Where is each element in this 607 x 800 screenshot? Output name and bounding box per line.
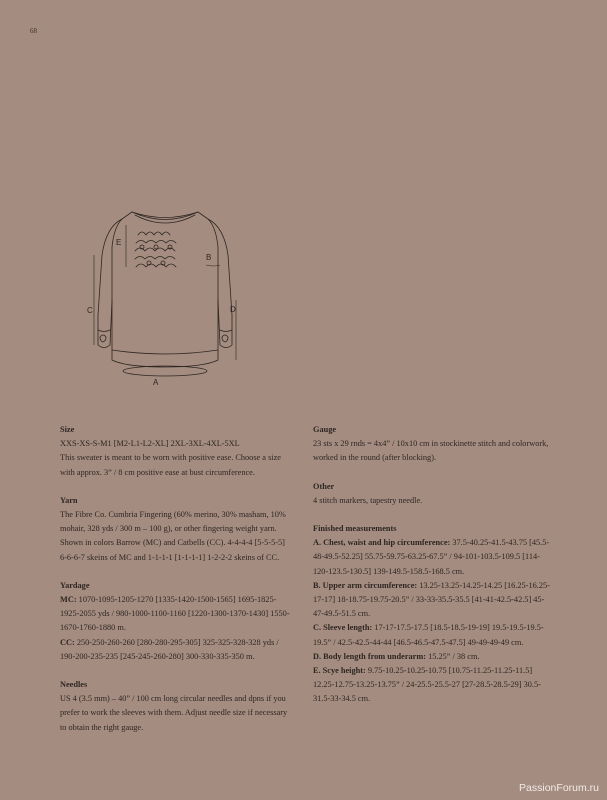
page-number: 68 xyxy=(30,27,37,35)
size-ease: This sweater is meant to be worn with positive ease. Choose a size with approx. 3” / 8 cm positive ease at bust circumference. xyxy=(60,453,281,477)
finished-heading: Finished measurements xyxy=(313,524,397,534)
sweater-outline-icon xyxy=(80,205,250,390)
gauge-section xyxy=(313,423,551,466)
yardage-cc-label: CC: xyxy=(60,637,75,647)
size-section xyxy=(60,423,292,480)
measurement-d xyxy=(313,650,551,664)
finished-measurements-section xyxy=(313,522,551,707)
yardage-cc xyxy=(60,636,292,664)
measurement-value: 13.25-13.25-14.25-14.25 [16.25-16.25-17-17] 18-18.75-19.75-20.5” / 33-33-35.5-35.5 [41-41-42.5-42.5] 45-47-49.5-51.5 cm. xyxy=(313,580,550,619)
yarn-text: The Fibre Co. Cumbria Fingering (60% merino, 30% masham, 10% mohair, 328 yds / 300 m – 100 g), or other fingering weight yarn. Shown in colors Barrow (MC) and Catbells (CC). 4-4-4-4 [5-5-5-5] 6-6-6-7 skeins of MC and 1-1-1-1 [1-1-1-1] 1-2-2-2 skeins of CC. xyxy=(60,510,286,562)
label-c: C xyxy=(87,306,93,315)
measurement-label: D. Body length from underarm: xyxy=(313,651,427,661)
yardage-cc-text: 250-250-260-260 [280-280-295-305] 325-325-328-328 yds / 190-200-235-235 [245-245-260-280] 300-330-335-350 m. xyxy=(60,637,279,661)
measurement-b xyxy=(313,579,551,622)
yardage-heading: Yardage xyxy=(60,580,90,590)
label-b: B xyxy=(206,253,212,262)
label-d: D xyxy=(230,305,236,314)
measurement-e xyxy=(313,664,551,707)
yardage-mc-text: 1070-1095-1205-1270 [1335-1420-1500-1565] 1695-1825-1925-2055 yds / 980-1000-1100-1160 [1220-1300-1370-1430] 1550-1670-1760-1880 m. xyxy=(60,595,290,633)
yardage-mc xyxy=(60,593,292,636)
measurement-value: 15.25” / 38 cm. xyxy=(426,651,480,661)
measurement-value: 37.5-40.25-41.5-43.75 [45.5-48-49.5-52.25] 55.75-59.75-63.25-67.5” / 94-101-103.5-109.5 [114-120-123.5-130.5] 139-149.5-158.5-168.5 cm. xyxy=(313,538,550,576)
sweater-schematic xyxy=(80,205,250,390)
label-a: A xyxy=(153,378,159,387)
other-heading: Other xyxy=(313,481,335,491)
measurement-label: A. Chest, waist and hip circumference: xyxy=(313,538,451,548)
needles-heading: Needles xyxy=(60,680,88,690)
other-text: 4 stitch markers, tapestry needle. xyxy=(313,495,423,505)
yarn-section xyxy=(60,494,292,565)
other-section xyxy=(313,480,551,508)
gauge-text: 23 sts x 29 rnds = 4x4” / 10x10 cm in stockinette stitch and colorwork, worked in the round (after blocking). xyxy=(313,439,549,463)
size-heading: Size xyxy=(60,425,75,434)
measurement-label: B. Upper arm circumference: xyxy=(313,580,418,590)
needles-section xyxy=(60,678,292,735)
size-list: XXS-XS-S-M1 [M2-L1-L2-XL] 2XL-3XL-4XL-5XL xyxy=(60,439,240,449)
gauge-heading: Gauge xyxy=(313,425,337,434)
yarn-heading: Yarn xyxy=(60,495,78,505)
right-column xyxy=(313,423,551,721)
yardage-section xyxy=(60,579,292,664)
measurement-value: 9.75-10.25-10.25-10.75 [10.75-11.25-11.25-11.5] 12.25-12.75-13.25-13.75” / 24-25.5-25.5-27 [27-28.5-28.5-29] 30.5-31.5-33-34.5 cm. xyxy=(313,666,541,704)
measurement-c xyxy=(313,621,551,649)
label-e: E xyxy=(116,238,122,247)
watermark: PassionForum.ru xyxy=(519,782,599,794)
measurement-label: C. Sleeve length: xyxy=(313,623,373,633)
left-column xyxy=(60,423,292,749)
measurement-value: 17-17-17.5-17.5 [18.5-18.5-19-19] 19.5-19.5-19.5-19.5” / 42.5-42.5-44-44 [46.5-46.5-47.5-47.5] 49-49-49-49 cm. xyxy=(313,623,544,647)
yardage-mc-label: MC: xyxy=(60,595,77,605)
needles-text: US 4 (3.5 mm) – 40” / 100 cm long circular needles and dpns if you prefer to work the sleeves with them. Adjust needle size if necessary to obtain the right gauge. xyxy=(60,694,288,732)
measurement-a xyxy=(313,536,551,579)
measurement-label: E. Scye height: xyxy=(313,666,366,676)
